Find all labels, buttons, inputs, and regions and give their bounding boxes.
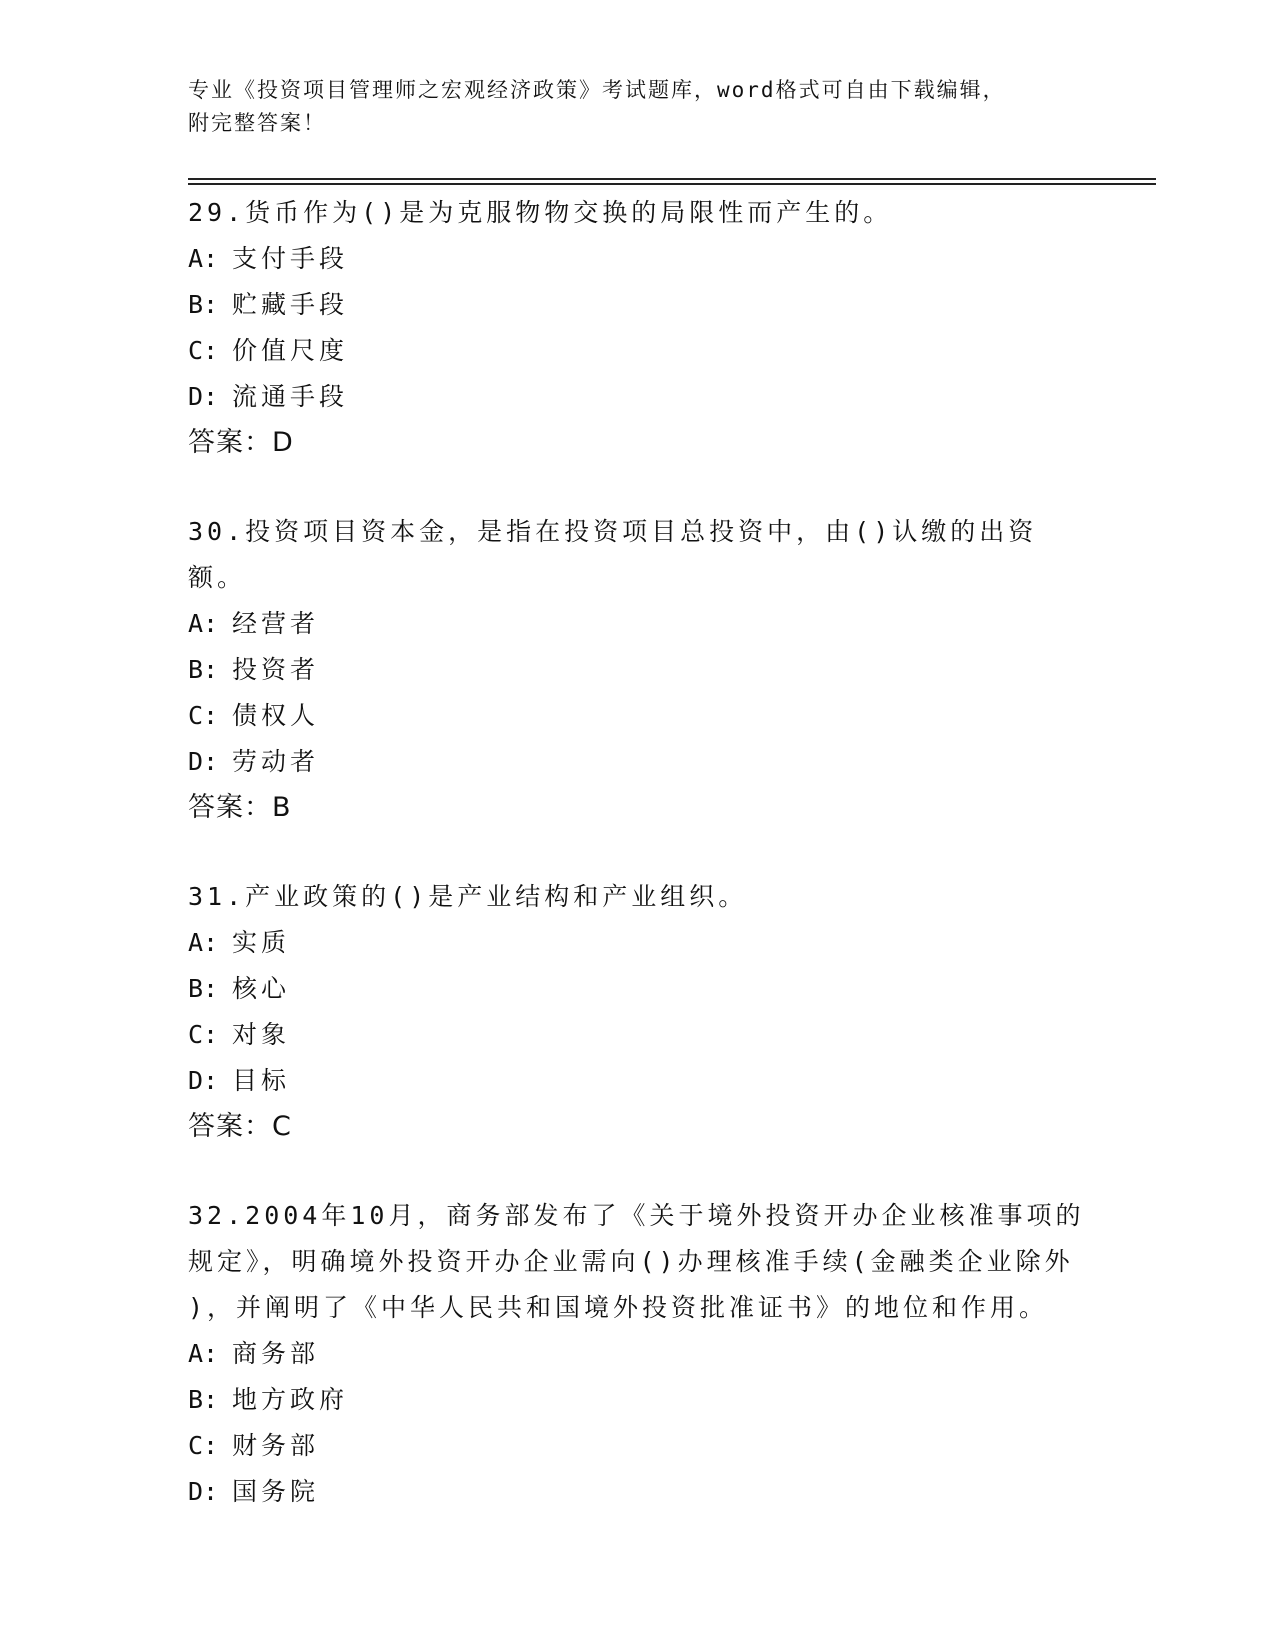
option-row [188,328,1088,374]
option-row [188,1058,1088,1104]
option-row [188,647,1088,693]
option-text: 商务部 [232,1339,320,1368]
option-text: 劳动者 [232,747,320,776]
header-line-2: 附完整答案！ [188,111,326,135]
option-text: 经营者 [232,609,320,638]
option-letter: B: [188,1385,219,1414]
question-2 [188,509,1088,831]
option-text: 贮藏手段 [232,290,349,319]
option-row [188,1377,1088,1423]
option-row [188,1331,1088,1377]
question-4 [188,1193,1088,1515]
question-list [188,190,1088,1558]
question-stem-line: 32.2004年10月，商务部发布了《关于境外投资开办企业核准事项的 [188,1201,1085,1230]
option-text: 目标 [232,1066,291,1095]
option-letter: D: [188,747,219,776]
option-letter: D: [188,1066,219,1095]
option-letter: A: [188,928,219,957]
option-letter: C: [188,336,219,365]
option-text: 价值尺度 [232,336,349,365]
option-row [188,920,1088,966]
option-row [188,693,1088,739]
header-line-1: 专业《投资项目管理师之宏观经济政策》考试题库，word格式可自由下载编辑， [188,78,1006,102]
option-text: 地方政府 [232,1385,349,1414]
question-3 [188,874,1088,1150]
header-divider-top [188,178,1156,180]
option-row [188,1469,1088,1515]
option-text: 核心 [232,974,291,1003]
header-divider-bottom [188,183,1156,185]
option-text: 财务部 [232,1431,320,1460]
document-header [188,74,1088,140]
option-letter: C: [188,701,219,730]
option-letter: B: [188,290,219,319]
option-text: 流通手段 [232,382,349,411]
option-row [188,1012,1088,1058]
question-stem-line: 规定》，明确境外投资开办企业需向()办理核准手续(金融类企业除外 [188,1247,1074,1276]
option-text: 债权人 [232,701,320,730]
option-row [188,1423,1088,1469]
option-text: 国务院 [232,1477,320,1506]
option-letter: C: [188,1020,219,1049]
option-row [188,236,1088,282]
option-letter: A: [188,244,219,273]
option-row [188,966,1088,1012]
option-letter: A: [188,609,219,638]
answer-line: 答案：B [188,792,292,823]
option-letter: C: [188,1431,219,1460]
question-stem-line: 29.货币作为()是为克服物物交换的局限性而产生的。 [188,198,893,227]
option-letter: A: [188,1339,219,1368]
option-text: 对象 [232,1020,291,1049]
option-letter: B: [188,974,219,1003]
question-stem-line: 30.投资项目资本金，是指在投资项目总投资中，由()认缴的出资额。 [188,517,1038,592]
option-row [188,282,1088,328]
option-row [188,601,1088,647]
question-stem-line: 31.产业政策的()是产业结构和产业组织。 [188,882,748,911]
answer-line: 答案：D [188,427,294,458]
answer-line: 答案：C [188,1111,292,1142]
option-row [188,374,1088,420]
option-text: 实质 [232,928,291,957]
option-letter: B: [188,655,219,684]
option-text: 投资者 [232,655,320,684]
option-letter: D: [188,1477,219,1506]
question-stem-line: )，并阐明了《中华人民共和国境外投资批准证书》的地位和作用。 [188,1293,1049,1322]
question-1 [188,190,1088,466]
option-letter: D: [188,382,219,411]
option-row [188,739,1088,785]
option-text: 支付手段 [232,244,349,273]
